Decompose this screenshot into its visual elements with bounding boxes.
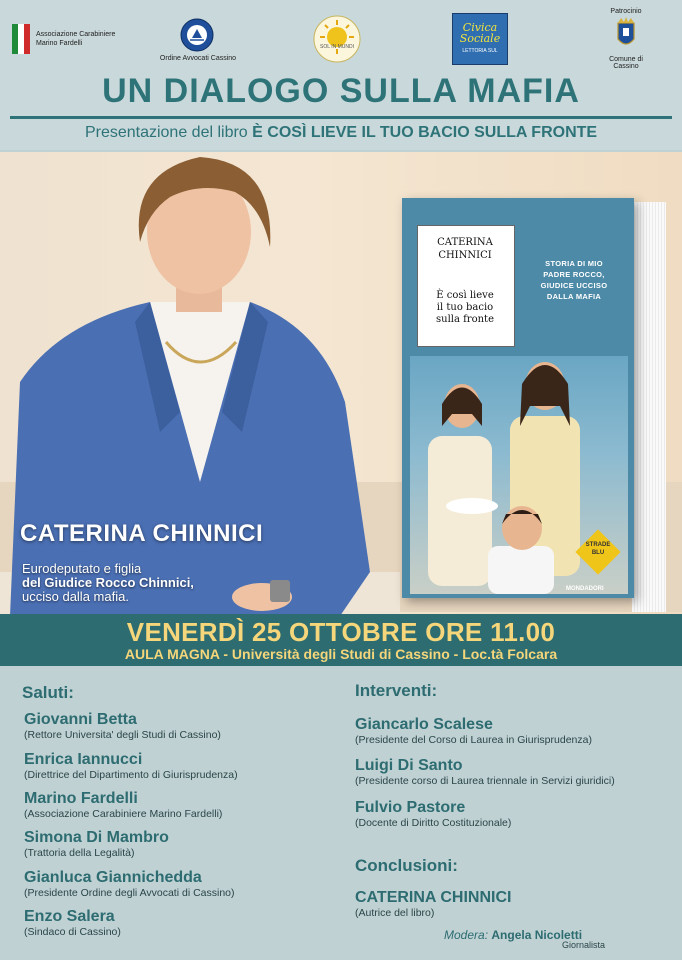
speaker-description: Eurodeputato e figlia del Giudice Rocco Chinnici, ucciso dalla mafia. — [22, 561, 194, 604]
saluti-item: Gianluca Giannichedda (Presidente Ordine degli Avvocati di Cassino) — [24, 869, 235, 899]
sun-logo-text: SOL IN MUNDI — [320, 44, 354, 50]
strade-blu-text: STRADE BLU — [585, 542, 611, 556]
saluti-heading: Saluti: — [22, 683, 74, 702]
speaker-name: CATERINA CHINNICI — [20, 520, 264, 547]
ordine-avvocati-seal-icon — [180, 18, 214, 52]
book-pages — [632, 202, 666, 612]
saluti-item: Giovanni Betta (Rettore Universita' degli Studi di Cassino) — [24, 711, 221, 741]
event-venue: AULA MAGNA - Università degli Studi di Cassino - Loc.tà Folcara — [124, 646, 558, 662]
saluti-item: Simona Di Mambro (Trattoria della Legalità) — [24, 829, 169, 859]
subtitle: Presentazione del libro È COSÌ LIEVE IL TUO BACIO SULLA FRONTE — [84, 124, 598, 141]
comune-crest-icon — [612, 17, 640, 53]
saluti-item: Marino Fardelli (Associazione Carabiniere Marino Fardelli) — [24, 790, 223, 820]
book-author: CATERINA CHINNICI — [437, 237, 493, 261]
title-divider — [10, 116, 672, 119]
association-name: Associazione Carabiniere Marino Fardelli — [36, 31, 116, 47]
ordine-avvocati-caption: Ordine Avvocati Cassino — [159, 55, 237, 62]
book-tagline: STORIA DI MIO PADRE ROCCO, GIUDICE UCCISO DALLA MAFIA — [540, 259, 608, 301]
interventi-heading: Interventi: — [355, 681, 438, 700]
book-publisher: MONDADORI — [566, 586, 604, 592]
conclusioni-item: CATERINA CHINNICI (Autrice del libro) — [355, 889, 512, 919]
sun-logo-icon — [308, 14, 366, 64]
interventi-item: Giancarlo Scalese (Presidente del Corso di Laurea in Giurisprudenza) — [355, 716, 592, 746]
event-date: VENERDÌ 25 OTTOBRE ORE 11.00 — [126, 617, 556, 647]
patrocinio-label: Patrocinio — [610, 8, 642, 15]
comune-caption: Comune di Cassino — [609, 56, 643, 70]
association-logo — [12, 24, 115, 54]
page-title: UN DIALOGO SULLA MAFIA — [102, 72, 580, 110]
moderator-role: Giornalista — [562, 940, 606, 950]
civica-sociale-logo: Civica Sociale LETTORIA SUL — [452, 13, 508, 65]
conclusioni-heading: Conclusioni: — [355, 856, 458, 875]
italian-flag-icon — [12, 24, 30, 54]
interventi-item: Luigi Di Santo (Presidente corso di Laurea triennale in Servizi giuridici) — [355, 757, 615, 787]
saluti-item: Enzo Salera (Sindaco di Cassino) — [24, 908, 121, 938]
interventi-item: Fulvio Pastore (Docente di Diritto Costituzionale) — [355, 799, 512, 829]
saluti-item: Enrica Iannucci (Direttrice del Dipartimento di Giurisprudenza) — [24, 751, 238, 781]
book-title: È così lieve il tuo bacio sulla fronte — [436, 290, 494, 325]
moderator: Modera: Angela Nicoletti — [444, 928, 583, 942]
